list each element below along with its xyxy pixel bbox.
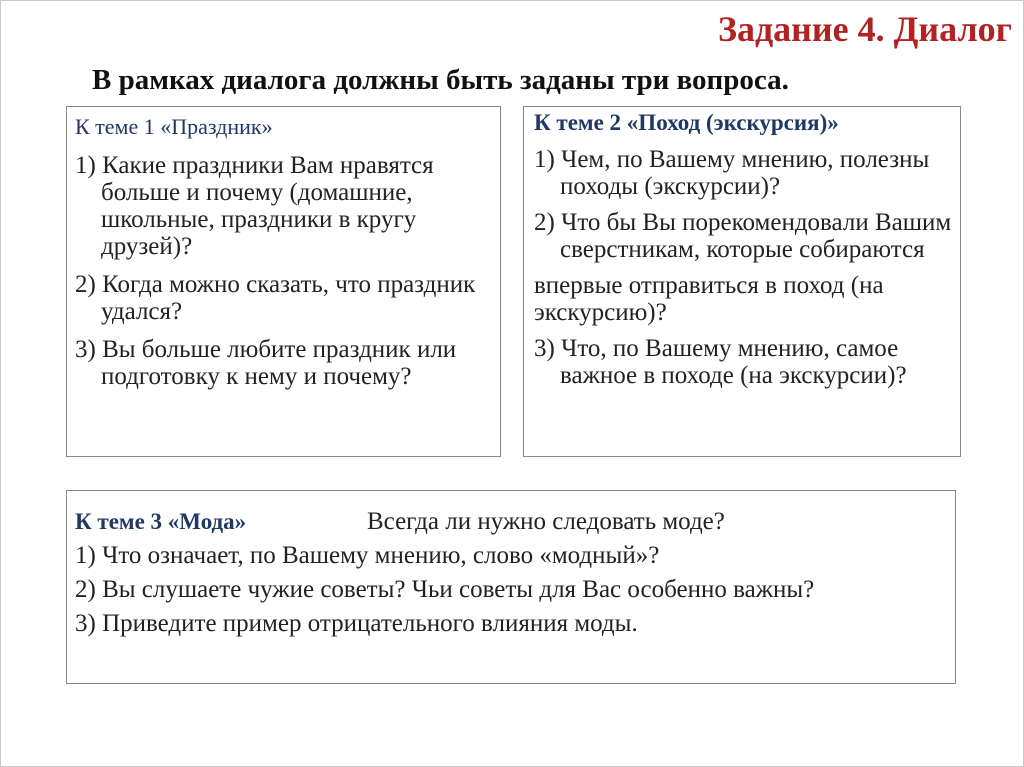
topic-3-question-2: 2) Вы слушаете чужие советы? Чьи советы для Вас особенно важны?: [75, 576, 815, 603]
slide-title: Задание 4. Диалог: [717, 9, 1012, 49]
topic-3-heading: К теме 3 «Мода»: [75, 509, 247, 534]
topic-1-question-2: 2) Когда можно сказать, что праздник удался?: [75, 271, 476, 325]
topic-2-question-2-continued: впервые отправиться в поход (на экскурсию)?: [534, 272, 884, 326]
topic-3-question-3: 3) Приведите пример отрицательного влияния моды.: [75, 610, 638, 637]
topic-3-question-1: 1) Что означает, по Вашему мнению, слово «модный»?: [75, 542, 660, 569]
topic-2-question-3: 3) Что, по Вашему мнению, самое важное в походе (на экскурсии)?: [534, 335, 907, 389]
topic-3-box: [66, 490, 956, 684]
topic-1-heading: К теме 1 «Праздник»: [75, 114, 273, 139]
topic-2-question-2: 2) Что бы Вы порекомендовали Вашим сверстникам, которые собираются: [534, 209, 952, 263]
slide-subtitle: В рамках диалога должны быть заданы три вопроса.: [92, 64, 789, 96]
topic-1-question-3: 3) Вы больше любите праздник или подготовку к нему и почему?: [75, 336, 457, 390]
topic-1-question-1: 1) Какие праздники Вам нравятся больше и почему (домашние, школьные, праздники в кругу друзей)?: [75, 152, 434, 260]
topic-2-box: [523, 106, 961, 457]
topic-3-header-row: [75, 505, 947, 539]
topic-3-intro: Всегда ли нужно следовать моде?: [367, 508, 725, 535]
topic-2-question-1: 1) Чем, по Вашему мнению, полезны походы (экскурсии)?: [534, 146, 930, 200]
topic-2-heading: К теме 2 «Поход (экскурсия)»: [534, 110, 839, 135]
topic-1-box: [66, 106, 501, 457]
